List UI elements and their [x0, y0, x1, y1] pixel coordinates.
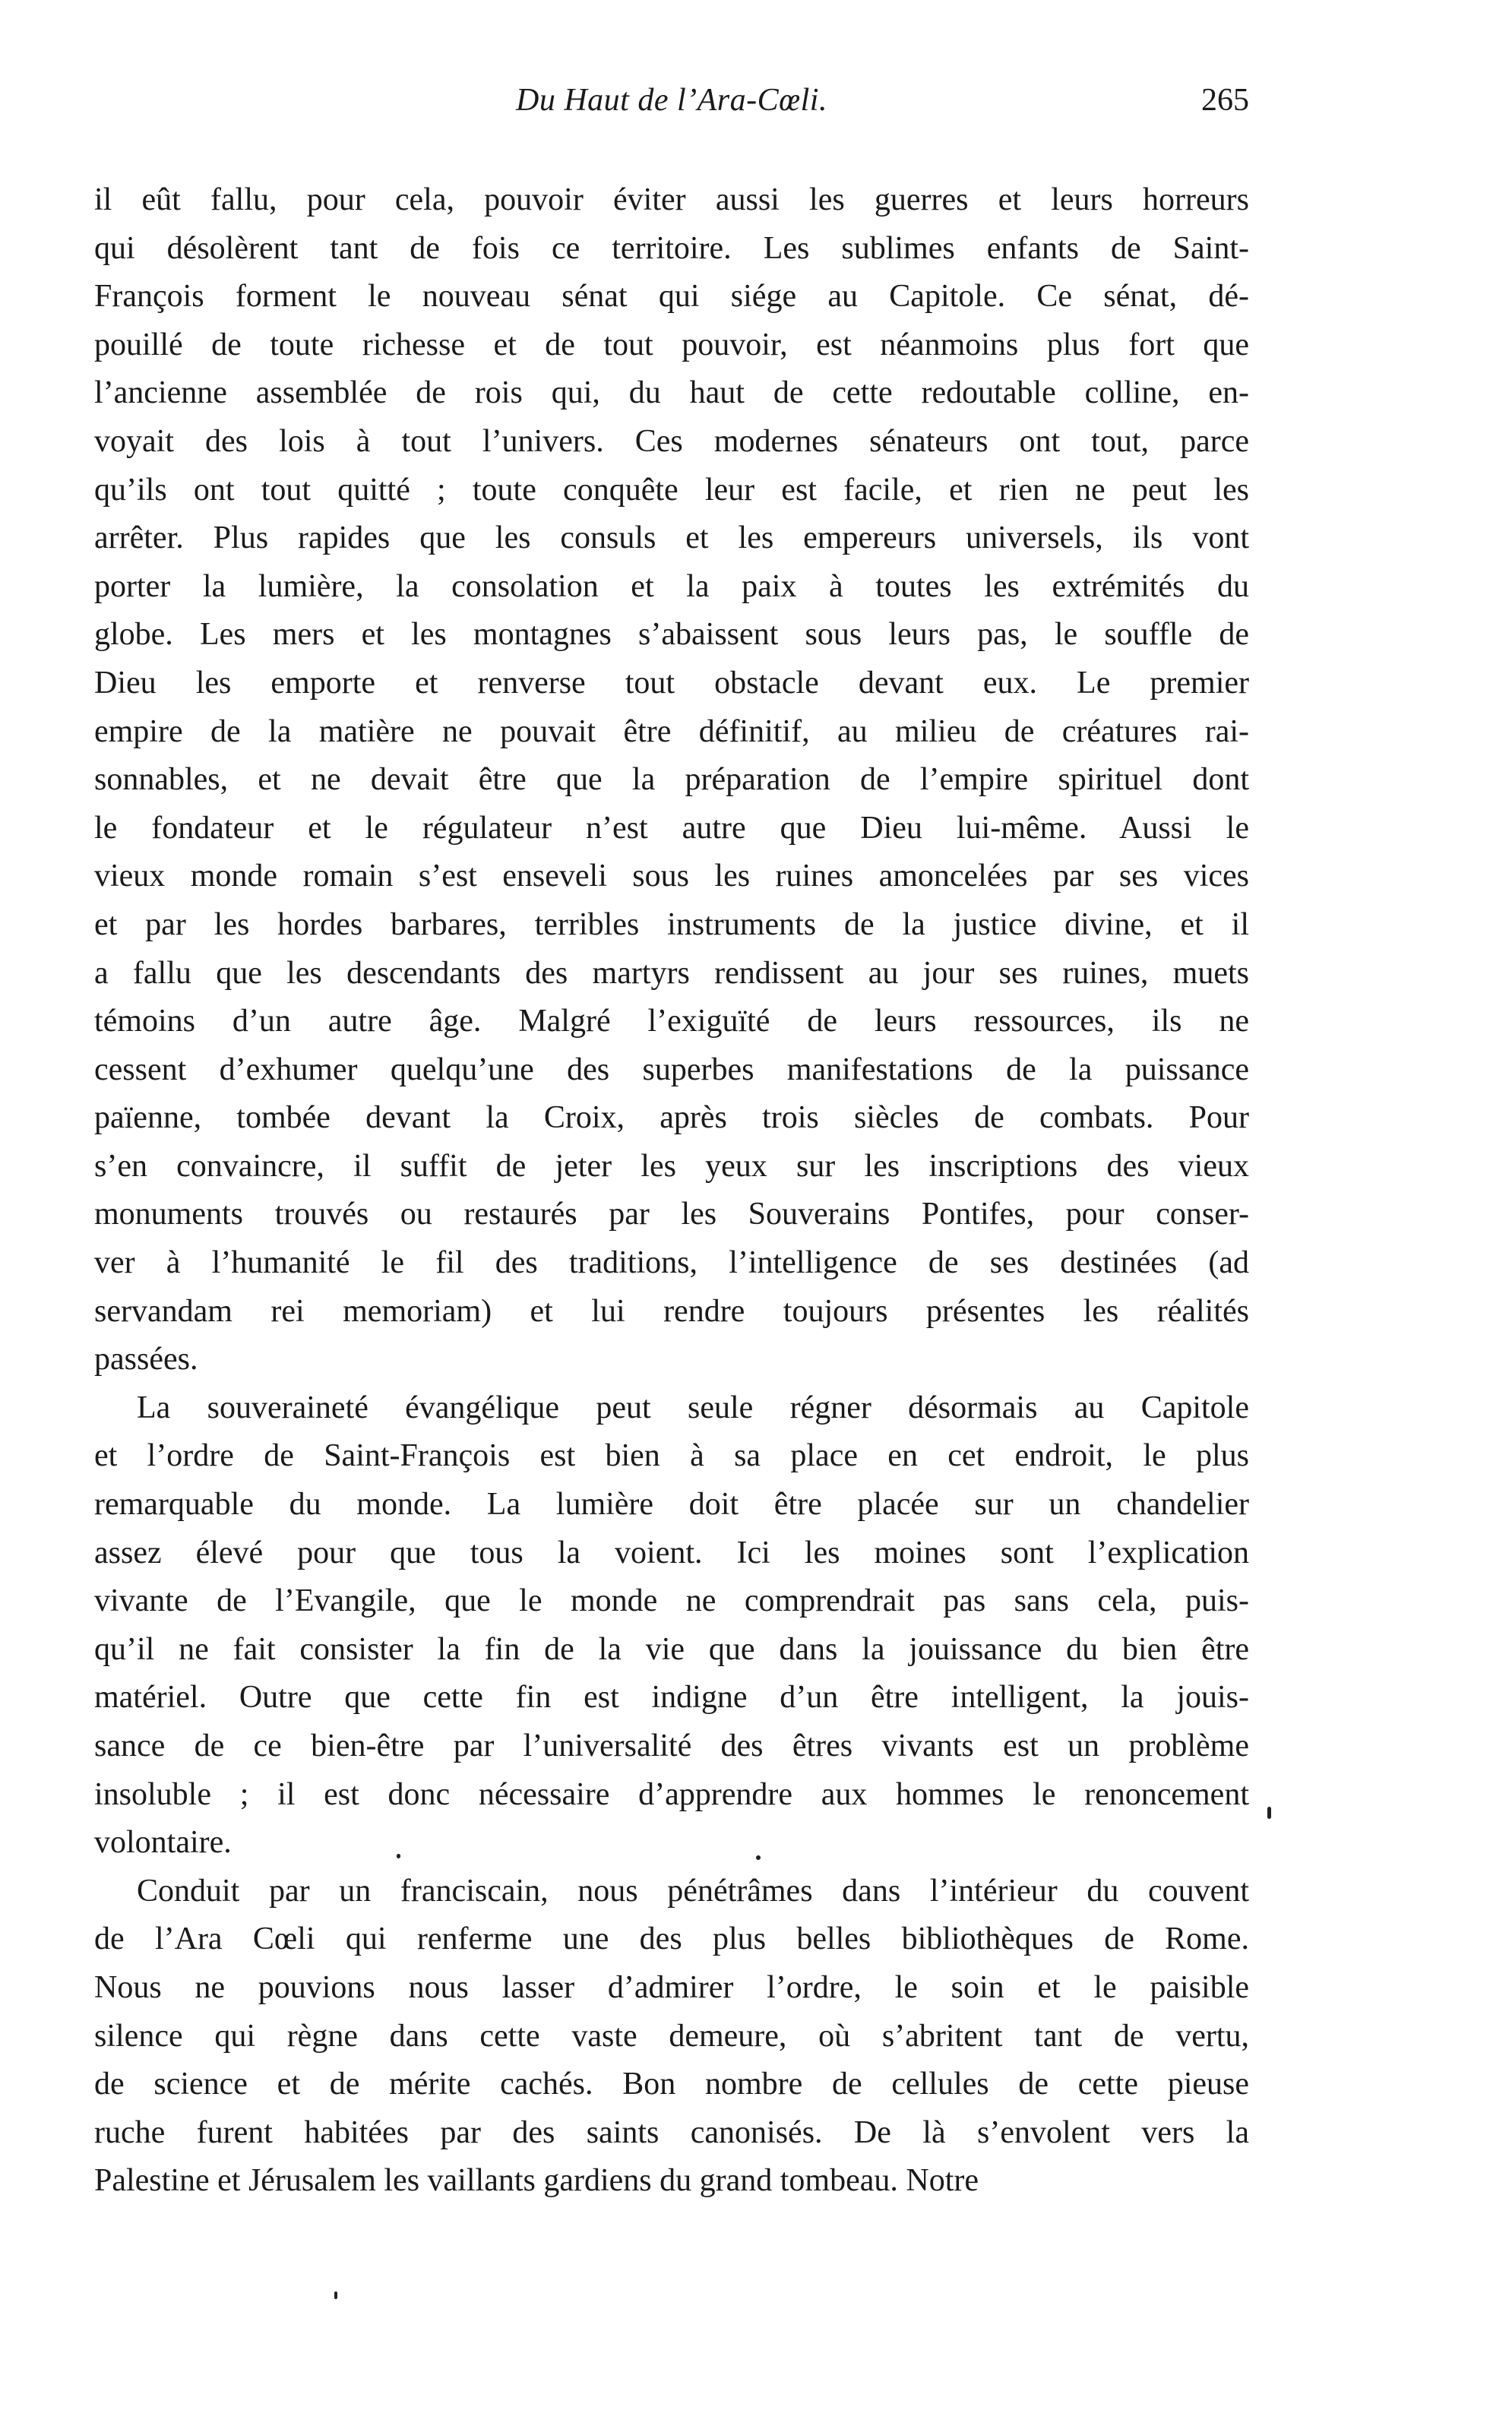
text-line: globe. Les mers et les montagnes s’abaissent sous leurs pas, le souffle de — [94, 617, 1249, 653]
text-line: l’ancienne assemblée de rois qui, du haut de cette redoutable colline, en- — [94, 375, 1249, 411]
text-line: volontaire. — [94, 1825, 232, 1861]
text-line: il eût fallu, pour cela, pouvoir éviter aussi les guerres et leurs horreurs — [94, 182, 1249, 217]
print-speck — [756, 1855, 761, 1860]
print-speck — [1267, 1807, 1271, 1819]
text-line: servandam rei memoriam) et lui rendre toujours présentes les réalités — [94, 1293, 1249, 1329]
text-line: empire de la matière ne pouvait être définitif, au milieu de créatures rai- — [94, 713, 1249, 749]
text-line: témoins d’un autre âge. Malgré l’exiguïté de leurs ressources, ils ne — [94, 1004, 1249, 1039]
text-line: qu’ils ont tout quitté ; toute conquête leur est facile, et rien ne peut les — [94, 472, 1249, 508]
text-line: ruche furent habitées par des saints canonisés. De là s’envolent vers la — [94, 2114, 1249, 2150]
text-line: s’en convaincre, il suffit de jeter les yeux sur les inscriptions des vieux — [94, 1148, 1249, 1184]
text-line: ver à l’humanité le fil des traditions, l’intelligence de ses destinées (ad — [94, 1245, 1249, 1281]
body-text — [94, 176, 1249, 2206]
text-line: vivante de l’Evangile, que le monde ne comprendrait pas sans cela, puis- — [94, 1583, 1249, 1619]
text-line: silence qui règne dans cette vaste demeure, où s’abritent tant de vertu, — [94, 2018, 1249, 2054]
text-line: a fallu que les descendants des martyrs rendissent au jour ses ruines, muets — [94, 955, 1249, 991]
text-line: païenne, tombée devant la Croix, après trois siècles de combats. Pour — [94, 1100, 1249, 1136]
running-title: Du Haut de l’Ara-Cœli. — [516, 83, 827, 118]
text-line: de l’Ara Cœli qui renferme une des plus belles bibliothèques de Rome. — [94, 1921, 1249, 1957]
text-line: Palestine et Jérusalem les vaillants gardiens du grand tombeau. Notre — [94, 2163, 979, 2199]
text-line: assez élevé pour que tous la voient. Ici les moines sont l’explication — [94, 1535, 1249, 1570]
page-number: 265 — [1201, 83, 1249, 118]
text-line: et par les hordes barbares, terribles instruments de la justice divine, et il — [94, 906, 1249, 942]
text-line: qui désolèrent tant de fois ce territoire. Les sublimes enfants de Saint- — [94, 230, 1249, 266]
text-line: porter la lumière, la consolation et la paix à toutes les extrémités du — [94, 568, 1249, 604]
text-line: pouillé de toute richesse et de tout pouvoir, est néanmoins plus fort que — [94, 327, 1249, 362]
running-header — [94, 82, 1249, 128]
text-line: insoluble ; il est donc nécessaire d’apprendre aux hommes le renoncement — [94, 1776, 1249, 1812]
text-line: arrêter. Plus rapides que les consuls et les empereurs universels, ils vont — [94, 520, 1249, 556]
text-line: cessent d’exhumer quelqu’une des superbes manifestations de la puissance — [94, 1052, 1249, 1087]
text-line: François forment le nouveau sénat qui siége au Capitole. Ce sénat, dé- — [94, 279, 1249, 315]
paragraph — [94, 1868, 1249, 2206]
text-line: matériel. Outre que cette fin est indigne d’un être intelligent, la jouis- — [94, 1680, 1249, 1716]
text-line: remarquable du monde. La lumière doit être placée sur un chandelier — [94, 1487, 1249, 1523]
text-line: sance de ce bien-être par l’universalité des êtres vivants est un problème — [94, 1728, 1249, 1763]
text-line: sonnables, et ne devait être que la préparation de l’empire spirituel dont — [94, 762, 1249, 798]
text-line: vieux monde romain s’est enseveli sous les ruines amoncelées par ses vices — [94, 859, 1249, 894]
text-line: de science et de mérite cachés. Bon nombre de cellules de cette pieuse — [94, 2067, 1249, 2102]
paragraph — [94, 176, 1249, 1384]
text-line: le fondateur et le régulateur n’est autre que Dieu lui-même. Aussi le — [94, 810, 1249, 846]
text-line: et l’ordre de Saint-François est bien à sa place en cet endroit, le plus — [94, 1438, 1249, 1474]
text-line: Conduit par un franciscain, nous pénétrâmes dans l’intérieur du couvent — [137, 1873, 1249, 1909]
text-line: La souveraineté évangélique peut seule régner désormais au Capitole — [137, 1390, 1249, 1425]
text-line: passées. — [94, 1342, 198, 1377]
text-line: Dieu les emporte et renverse tout obstacle devant eux. Le premier — [94, 665, 1249, 701]
text-line: qu’il ne fait consister la fin de la vie que dans la jouissance du bien être — [94, 1631, 1249, 1667]
text-line: monuments trouvés ou restaurés par les Souverains Pontifes, pour conser- — [94, 1197, 1249, 1232]
print-speck — [397, 1854, 400, 1858]
text-line: voyait des lois à tout l’univers. Ces modernes sénateurs ont tout, parce — [94, 423, 1249, 459]
text-line: Nous ne pouvions nous lasser d’admirer l’ordre, le soin et le paisible — [94, 1969, 1249, 2005]
print-speck — [334, 2291, 337, 2299]
paragraph — [94, 1384, 1249, 1868]
